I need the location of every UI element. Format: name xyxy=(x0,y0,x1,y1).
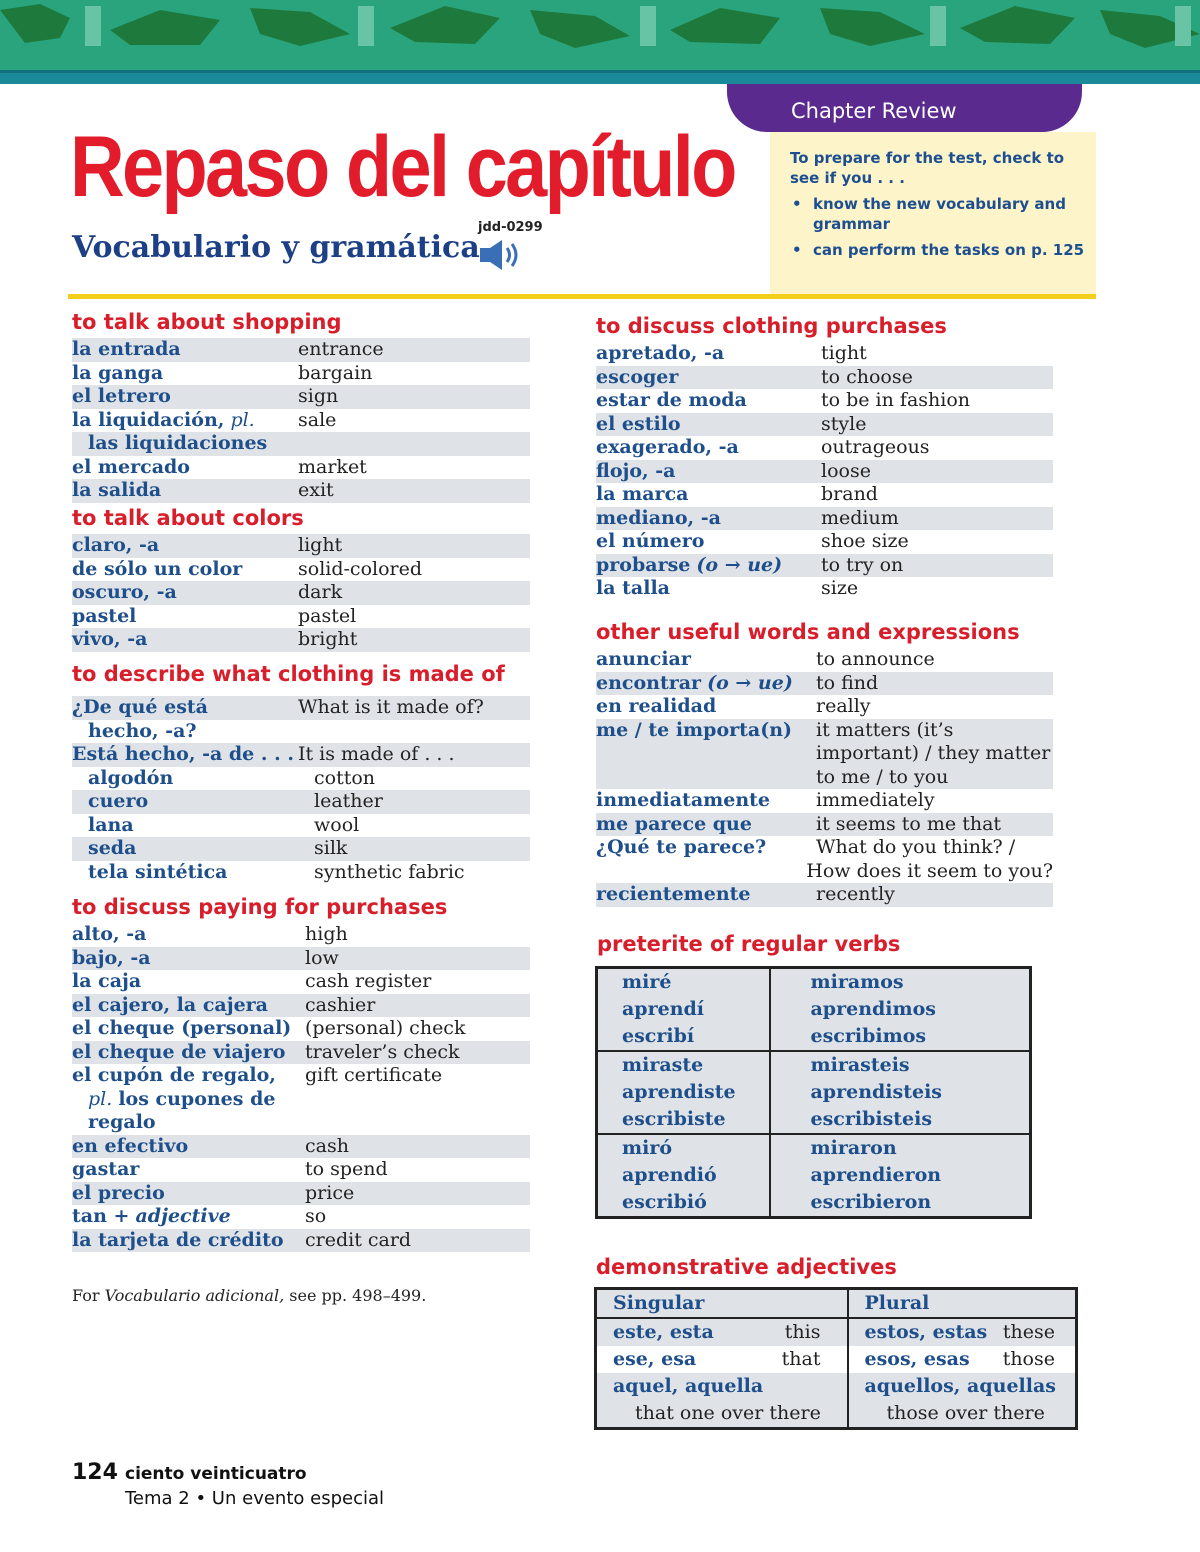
vocab-list xyxy=(596,342,1053,601)
vocab-row: algodón cotton xyxy=(72,767,530,791)
verb-cell: mirasteis aprendisteis escribisteis xyxy=(770,1051,1031,1134)
section-useful xyxy=(596,618,1053,907)
vocab-row: el precio price xyxy=(72,1182,530,1206)
footnote: For Vocabulario adicional, see pp. 498–499. xyxy=(72,1286,427,1305)
vocab-row: la tarjeta de crédito credit card xyxy=(72,1229,530,1253)
page-subtitle: Vocabulario y gramática xyxy=(72,230,480,265)
verb-cell: miraste aprendiste escribiste xyxy=(597,1051,770,1134)
column-header: Singular xyxy=(596,1289,848,1319)
vocab-row: la liquidación, pl. sale xyxy=(72,408,337,431)
vocab-row: las liquidaciones xyxy=(72,432,530,456)
section-heading: to describe what clothing is made of xyxy=(72,662,505,686)
vocab-row: ¿De qué está What is it made of? xyxy=(72,696,530,720)
vocab-list xyxy=(72,696,530,884)
section-heading: other useful words and expressions xyxy=(596,620,1020,644)
vocab-row: en efectivo cash xyxy=(72,1135,530,1159)
vocab-row: claro, -a light xyxy=(72,534,530,558)
preterite-table xyxy=(595,966,1032,1219)
vocab-row: tan + adjective so xyxy=(72,1205,530,1229)
vocab-row: hecho, -a? xyxy=(72,720,530,744)
page-number-words: ciento veinticuatro xyxy=(125,1464,307,1484)
audio-code: jdd-0299 xyxy=(478,220,543,235)
review-item: • know the new vocabulary and grammar xyxy=(790,194,1096,234)
banner-stripe xyxy=(0,70,1200,84)
vocab-row: tela sintética synthetic fabric xyxy=(72,861,530,885)
vocab-row: pl. los cupones de xyxy=(72,1088,530,1112)
vocab-row: mediano, -a medium xyxy=(596,507,1053,531)
vocab-row: la ganga bargain xyxy=(72,361,373,384)
chapter-review-tab: Chapter Review xyxy=(727,84,1082,132)
vocab-row: vivo, -a bright xyxy=(72,628,530,652)
vocab-row: el estilo style xyxy=(596,413,1053,437)
page-title: Repaso del capítulo xyxy=(70,119,735,215)
vocab-row: en realidad really xyxy=(596,695,1053,719)
vocab-list xyxy=(72,338,530,503)
vocab-row: bajo, -a low xyxy=(72,947,530,971)
review-intro: To prepare for the test, check to see if you . . . xyxy=(790,149,1065,187)
vocab-row: anunciar to announce xyxy=(596,648,1053,672)
section-heading: to talk about shopping xyxy=(72,310,342,334)
vocab-row: de sólo un color solid-colored xyxy=(72,557,423,580)
vocab-row: ¿Qué te parece? What do you think? / xyxy=(596,836,1053,860)
vocab-row: cuero leather xyxy=(72,790,530,814)
section-clothing xyxy=(596,312,1053,601)
vocab-row: pastel pastel xyxy=(72,604,357,627)
table-cell: este, esta this xyxy=(596,1318,848,1346)
section-shopping xyxy=(72,308,530,503)
section-heading: to discuss clothing purchases xyxy=(596,314,947,338)
vocab-row: flojo, -a loose xyxy=(596,460,1053,484)
vocab-row: el cheque (personal) (personal) check xyxy=(72,1017,530,1041)
page-theme: Tema 2 • Un evento especial xyxy=(125,1488,384,1509)
section-heading: to discuss paying for purchases xyxy=(72,895,448,919)
vocab-row: probarse (o → ue) to try on xyxy=(596,554,1053,578)
speaker-icon[interactable] xyxy=(478,238,526,272)
vocab-row: la entrada entrance xyxy=(72,338,530,362)
leaf-pattern xyxy=(0,0,1200,70)
section-colors xyxy=(72,504,530,652)
section-heading-demonstratives: demonstrative adjectives xyxy=(596,1255,897,1279)
vocab-list xyxy=(596,648,1053,907)
vocab-row: inmediatamente immediately xyxy=(596,789,1053,813)
review-checklist xyxy=(770,132,1096,294)
table-row xyxy=(596,1373,1077,1429)
vocab-list xyxy=(72,534,530,652)
vocab-row: la salida exit xyxy=(72,479,530,503)
vocab-row: important) / they matter xyxy=(596,742,1053,766)
verb-cell: miró aprendió escribió xyxy=(597,1134,770,1218)
section-paying xyxy=(72,893,530,1252)
review-item: • can perform the tasks on p. 125 xyxy=(790,240,1096,260)
verb-cell: miramos aprendimos escribimos xyxy=(770,968,1031,1052)
vocab-row: Está hecho, -a de . . . It is made of . . . xyxy=(72,743,530,767)
table-row xyxy=(596,1318,1077,1346)
vocab-row: recientemente recently xyxy=(596,883,1053,907)
decorative-banner xyxy=(0,0,1200,84)
yellow-divider xyxy=(68,294,1096,299)
vocab-row: el mercado market xyxy=(72,455,367,478)
table-cell: esos, esas those xyxy=(848,1346,1077,1373)
vocab-row: me / te importa(n) it matters (it’s xyxy=(596,719,1053,743)
vocab-row: la marca brand xyxy=(596,483,1053,507)
review-list xyxy=(790,194,1096,260)
vocab-row: exagerado, -a outrageous xyxy=(596,436,1053,460)
vocab-row: lana wool xyxy=(72,814,530,838)
table-cell: estos, estas these xyxy=(848,1318,1077,1346)
table-row xyxy=(597,968,1031,1052)
vocab-row: el cajero, la cajera cashier xyxy=(72,994,530,1018)
table-cell: aquel, aquella that one over there xyxy=(596,1373,848,1429)
section-heading-preterite: preterite of regular verbs xyxy=(597,932,901,956)
vocab-row: la talla size xyxy=(596,577,1053,601)
vocab-row: apretado, -a tight xyxy=(596,342,1053,366)
vocab-list xyxy=(72,923,530,1252)
verb-cell: miré aprendí escribí xyxy=(597,968,770,1052)
table-row xyxy=(597,1051,1031,1134)
vocab-row: seda silk xyxy=(72,837,530,861)
table-header-row xyxy=(596,1289,1077,1319)
table-row xyxy=(596,1346,1077,1373)
vocab-row: la caja cash register xyxy=(72,970,530,994)
vocab-row: el número shoe size xyxy=(596,530,1053,554)
column-header: Plural xyxy=(848,1289,1077,1319)
vocab-row: alto, -a high xyxy=(72,923,530,947)
verb-cell: miraron aprendieron escribieron xyxy=(770,1134,1031,1218)
vocab-row: el letrero sign xyxy=(72,385,530,409)
table-row xyxy=(597,1134,1031,1218)
vocab-row: How does it seem to you? xyxy=(596,860,1053,884)
vocab-row: escoger to choose xyxy=(596,366,1053,390)
vocab-row: el cheque de viajero traveler’s check xyxy=(72,1041,530,1065)
section-heading: to talk about colors xyxy=(72,506,304,530)
table-cell: ese, esa that xyxy=(596,1346,848,1373)
vocab-row: el cupón de regalo, gift certificate xyxy=(72,1064,530,1088)
vocab-row: gastar to spend xyxy=(72,1158,530,1182)
demonstratives-table xyxy=(594,1287,1078,1430)
vocab-row: regalo xyxy=(72,1111,530,1135)
vocab-row: encontrar (o → ue) to find xyxy=(596,672,1053,696)
page-number: 124 xyxy=(72,1460,118,1485)
vocab-row: me parece que it seems to me that xyxy=(596,813,1053,837)
vocab-row: to me / to you xyxy=(596,766,1053,790)
table-cell: aquellos, aquellas those over there xyxy=(848,1373,1077,1429)
vocab-row: oscuro, -a dark xyxy=(72,581,530,605)
section-made-of xyxy=(72,660,530,884)
vocab-row: estar de moda to be in fashion xyxy=(596,389,1053,413)
